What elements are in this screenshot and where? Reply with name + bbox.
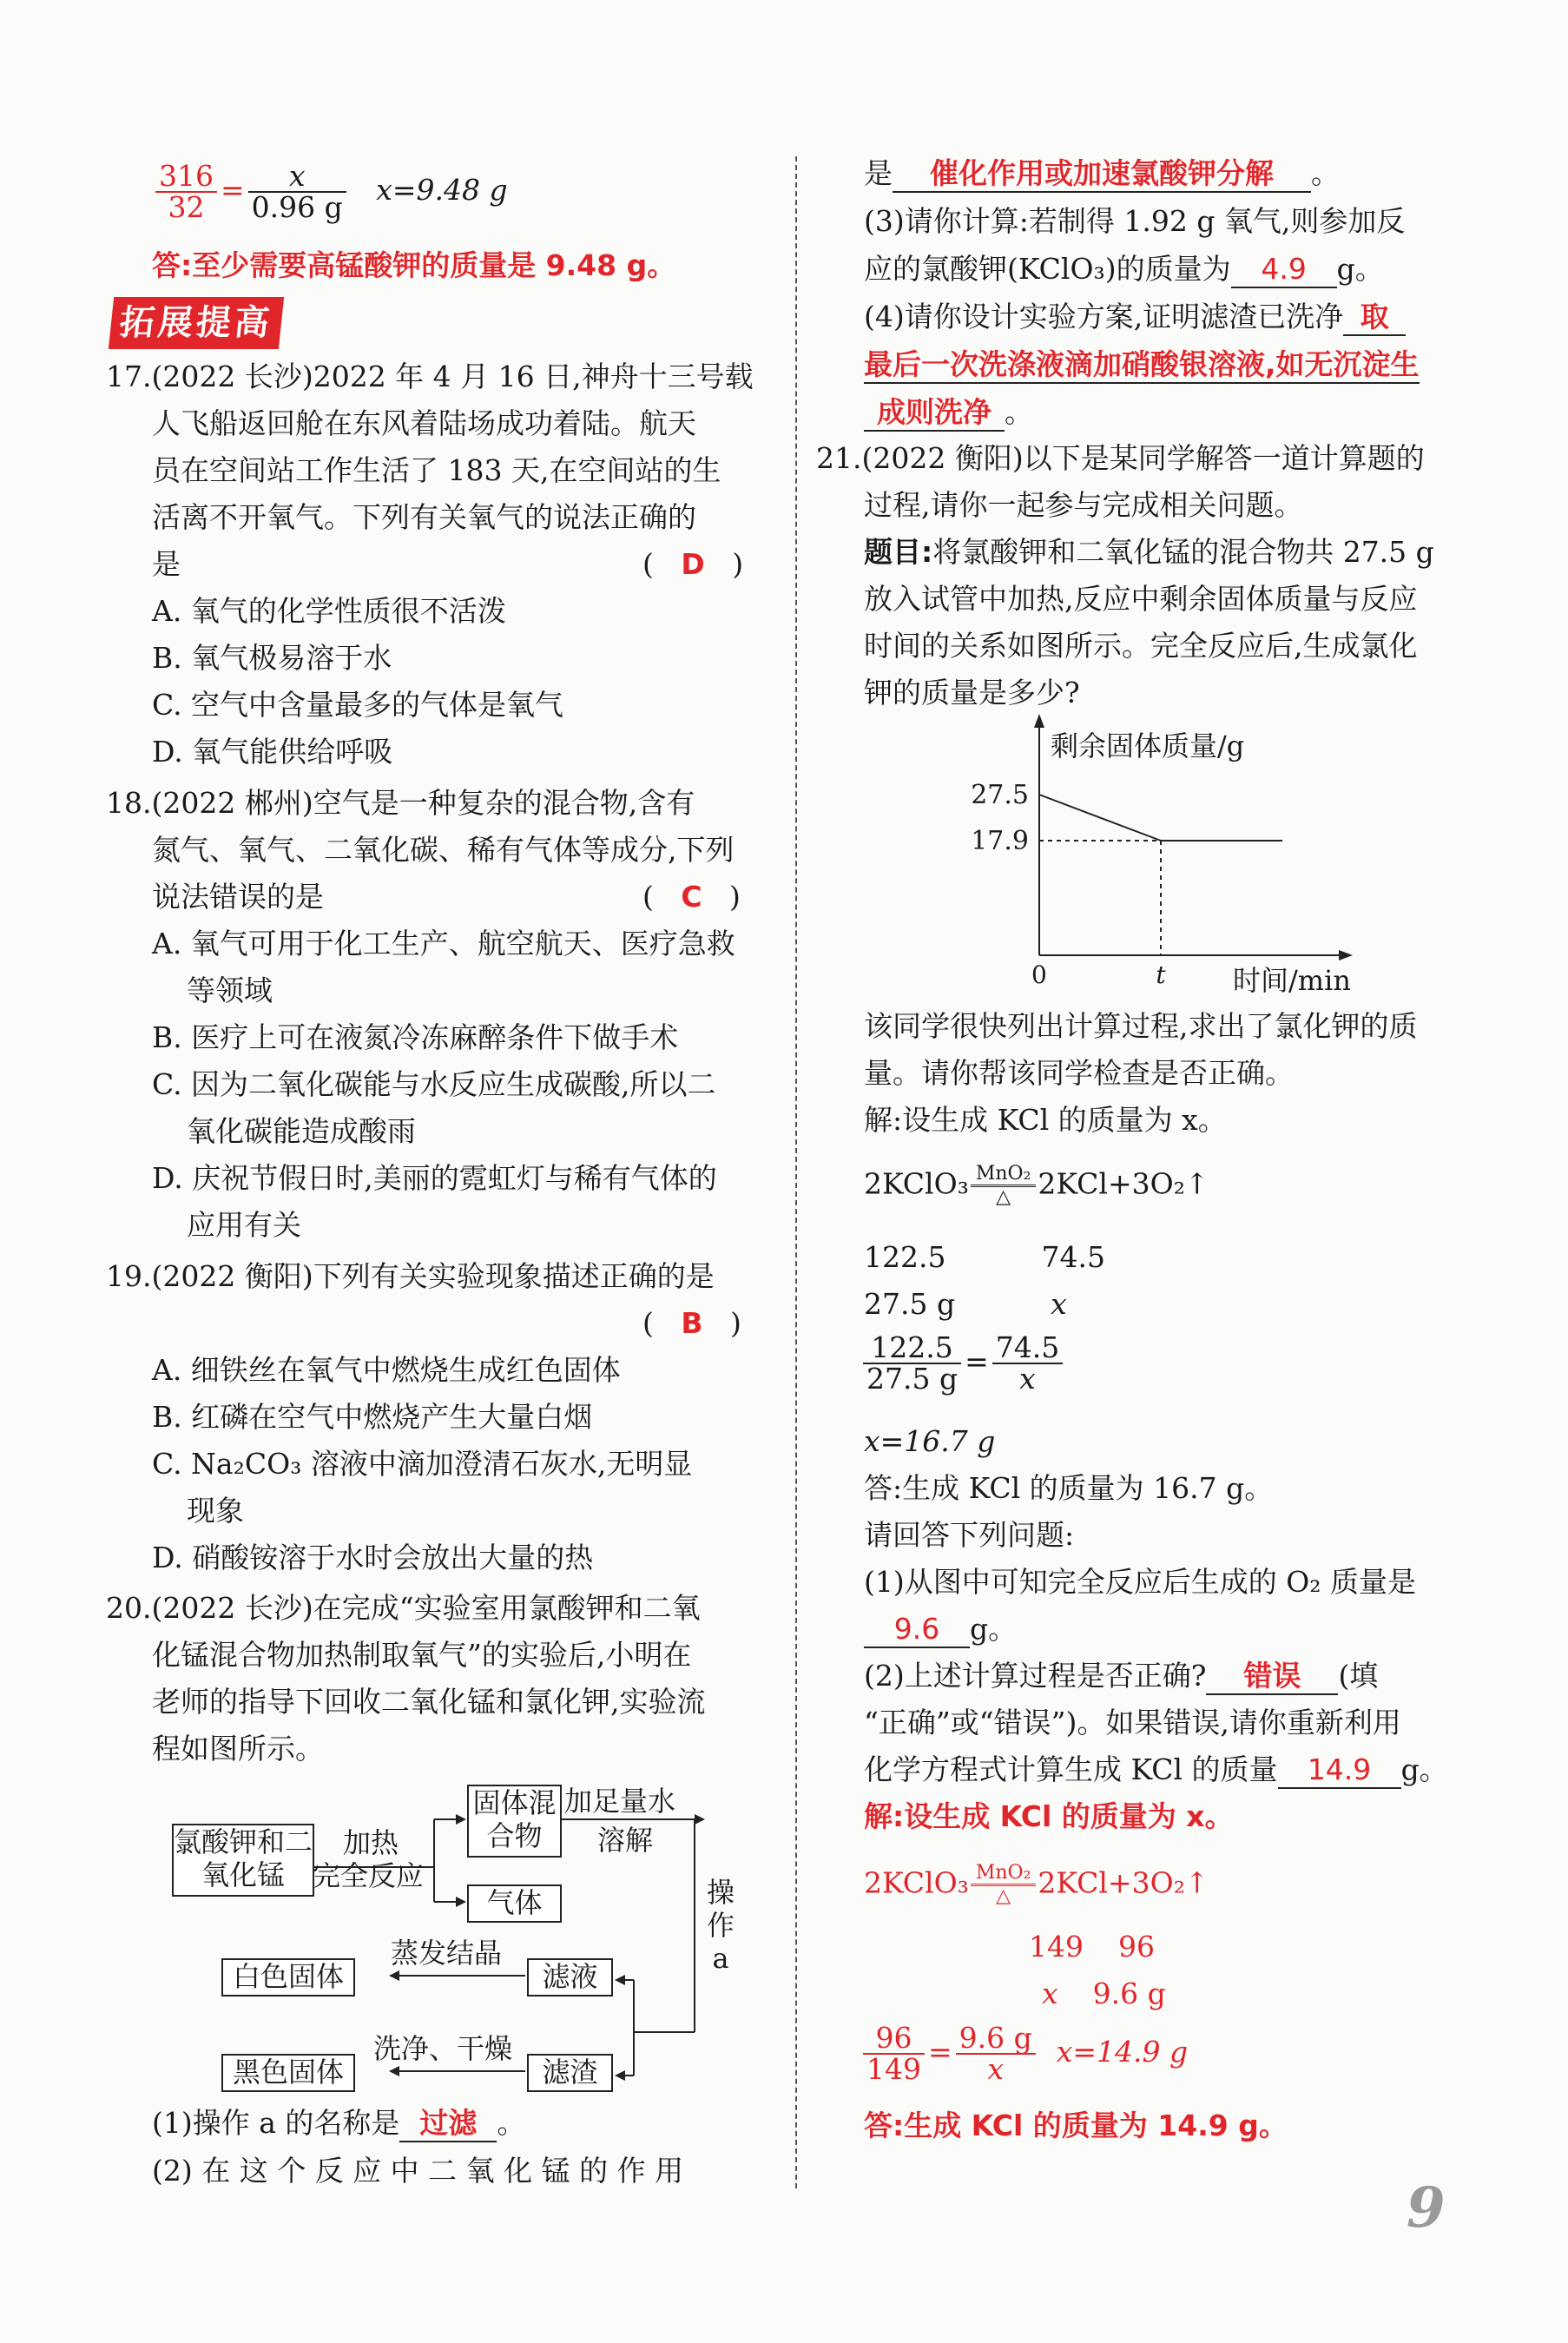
y-tick-label: 17.9 (971, 826, 1029, 856)
flow-residue-box: 滤渣 (527, 2054, 613, 2092)
q18-option: B. 医疗上可在液氮冷冻麻醉条件下做手术 (152, 1020, 679, 1054)
q21-equation: 2KClO₃ MnO₂ △ 2KCl+3O₂↑ (864, 1163, 1209, 1208)
q18-option: A. 氧气可用于化工生产、航空航天、医疗急救 (152, 927, 735, 960)
q21-answer-conclusion: 答:生成 KCl 的质量为 14.9 g。 (864, 2109, 1288, 2142)
q21-answer-proportion: $\frac{96}{149}$ = $\frac{9.6 g}{x}$ x=14.9 g (860, 2023, 1188, 2084)
q21-p2: (2)上述计算过程是否正确? 错误 (填 (864, 1659, 1378, 1695)
flow-heat-label-2: 完全反应 (313, 1859, 425, 1892)
y-axis-label: 剩余固体质量/g (1051, 729, 1245, 762)
q20-sub1-answer: 过滤 (399, 2106, 497, 2142)
flow-wash-label: 洗净、干燥 (373, 2032, 513, 2065)
x-axis-arrow (1339, 950, 1353, 960)
q20-sub1: (1)操作 a 的名称是 过滤 。 (152, 2106, 525, 2142)
top-fraction: $\frac{316}{32}$ (155, 162, 217, 222)
q21-after-chart: 量。请你帮该同学检查是否正确。 (864, 1056, 1294, 1090)
q20-sub4-answer-3: 成则洗净 (864, 395, 1005, 432)
q21-topic: 题目:将氯酸钾和二氧化锰的混合物共 27.5 g (864, 535, 1434, 569)
q19-stem: 19.(2022 衡阳)下列有关实验现象描述正确的是 (106, 1259, 715, 1293)
q20-sub3-answer: 4.9 (1231, 252, 1337, 288)
q18-answer-bracket: ( C ) (642, 880, 741, 914)
top-fraction-2: $\frac{x}{0.96 g}$ (248, 162, 346, 222)
q18-answer: C (681, 880, 702, 914)
q20-line: 20.(2022 长沙)在完成“实验室用氯酸钾和二氧 (106, 1591, 701, 1625)
y-axis-arrow (1034, 714, 1044, 728)
q21-answer-ratio: 149 96 (1029, 1930, 1155, 1964)
q20-line: 程如图所示。 (152, 1732, 324, 1766)
q20-sub3: (3)请你计算:若制得 1.92 g 氧气,则参加反 (864, 204, 1406, 238)
q18-option: 应用有关 (187, 1208, 301, 1242)
q17-option: D. 氧气能供给呼吸 (152, 735, 393, 769)
q17-line: 活离不开氧气。下列有关氧气的说法正确的 (152, 500, 696, 534)
q21-result: x=16.7 g (864, 1424, 996, 1458)
q18-option: C. 因为二氧化碳能与水反应生成碳酸,所以二 (152, 1067, 716, 1101)
flow-gas-box: 气体 (467, 1884, 562, 1923)
q18-option: 等领域 (187, 974, 273, 1007)
q20-sub3-cont: 应的氯酸钾(KClO₃)的质量为 4.9 g。 (864, 252, 1384, 288)
q18-line: 氮气、氧气、二氧化碳、稀有气体等成分,下列 (152, 833, 735, 867)
section-heading: 拓展提高 (109, 297, 284, 349)
q20-sub4-line3: 成则洗净 。 (864, 395, 1033, 432)
q21-answer-solution: 解:设生成 KCl 的质量为 x。 (864, 1799, 1234, 1833)
q21-after-chart: 该同学很快列出计算过程,求出了氯化钾的质 (864, 1009, 1418, 1043)
q20-sub2: (2) 在 这 个 反 应 中 二 氧 化 锰 的 作 用 (152, 2154, 684, 2188)
q17-line: 人飞船返回舱在东风着陆场成功着陆。航天 (152, 406, 696, 440)
q21-conclusion: 答:生成 KCl 的质量为 16.7 g。 (864, 1471, 1274, 1505)
q18-option: D. 庆祝节假日时,美丽的霓虹灯与稀有气体的 (152, 1161, 717, 1195)
equation-condition: MnO₂ △ (971, 1164, 1037, 1208)
top-answer: 答:至少需要高锰酸钾的质量是 9.48 g。 (152, 248, 676, 282)
q17-line: 是 (152, 547, 181, 581)
q17-option: B. 氧气极易溶于水 (152, 641, 392, 675)
q20-line: 老师的指导下回收二氧化锰和氯化钾,实验流 (152, 1685, 706, 1719)
q20-sub4: (4)请你设计实验方案,证明滤渣已洗净 取 (864, 300, 1406, 336)
q21-line: 过程,请你一起参与完成相关问题。 (864, 488, 1303, 522)
q17-answer-bracket: ( D ) (642, 547, 744, 581)
flow-dissolve-label: 溶解 (597, 1824, 654, 1857)
q19-option: A. 细铁丝在氧气中燃烧生成红色固体 (152, 1353, 621, 1387)
q19-answer: B (681, 1306, 703, 1340)
y-tick-label: 27.5 (971, 780, 1029, 810)
flow-solid-box: 固体混合物 (467, 1785, 562, 1858)
flow-start-box: 氯酸钾和二氧化锰 (172, 1824, 314, 1897)
q19-option: 现象 (187, 1494, 244, 1528)
q18-line: 18.(2022 郴州)空气是一种复杂的混合物,含有 (106, 786, 695, 820)
q21-answer-mass: x 9.6 g (1042, 1977, 1166, 2010)
q21-ratio: 122.5 74.5 (864, 1240, 1105, 1274)
series-segment (1039, 795, 1161, 841)
q21-p2-line3: 化学方程式计算生成 KCl 的质量 14.9 g。 (864, 1752, 1448, 1789)
q21-p2-line3-answer: 14.9 (1278, 1752, 1401, 1789)
q21-p2-line2: “正确”或“错误”)。如果错误,请你重新利用 (864, 1706, 1401, 1739)
flow-filtrate-box: 滤液 (527, 1958, 613, 1996)
q17-option: C. 空气中含量最多的气体是氧气 (152, 688, 564, 722)
q18-option: 氧化碳能造成酸雨 (187, 1114, 416, 1148)
q21-p1-answer: 9.6 (864, 1612, 970, 1648)
q20-line: 化锰混合物加热制取氧气”的实验后,小明在 (152, 1638, 692, 1672)
q17-answer: D (681, 547, 705, 581)
q21-topic-line: 放入试管中加热,反应中剩余固体质量与反应 (864, 582, 1418, 616)
q20-sub2-cont: 是 催化作用或加速氯酸钾分解 。 (864, 156, 1340, 193)
x-axis-label: 时间/min (1233, 964, 1351, 997)
q21-proportion: $\frac{122.5}{27.5 g}$ = $\frac{74.5}{x}$ (860, 1333, 1066, 1394)
q19-option: B. 红磷在空气中燃烧产生大量白烟 (152, 1400, 593, 1434)
flow-evap-label: 蒸发结晶 (391, 1937, 503, 1970)
q21-topic-line: 钾的质量是多少? (864, 676, 1080, 710)
q17-line: 17.(2022 长沙)2022 年 4 月 16 日,神舟十三号载 (106, 360, 754, 393)
q21-p1-answer-line: 9.6 g。 (864, 1612, 1017, 1648)
q20-sub4-answer-2: 最后一次洗涤液滴加硝酸银溶液,如无沉淀生 (864, 347, 1420, 384)
q21-topic-line: 时间的关系如图所示。完全反应后,生成氯化 (864, 629, 1418, 663)
flow-black-solid-box: 黑色固体 (221, 2054, 355, 2092)
q21-p1: (1)从图中可知完全反应后生成的 O₂ 质量是 (864, 1565, 1417, 1599)
top-calc: $\frac{316}{32}$ = $\frac{x}{0.96 g}$ x=9.48 g (152, 162, 508, 222)
flow-op-label: 操作a (706, 1876, 735, 1975)
q20-sub4-answer-1: 取 (1343, 300, 1406, 336)
q19-option: C. Na₂CO₃ 溶液中滴加澄清石灰水,无明显 (152, 1447, 693, 1481)
q17-line: 员在空间站工作生活了 183 天,在空间站的生 (152, 453, 721, 487)
answer-equation-condition: MnO₂ △ (971, 1863, 1037, 1907)
q21-p2-answer: 错误 (1206, 1659, 1338, 1695)
q21-line: 21.(2022 衡阳)以下是某同学解答一道计算题的 (816, 441, 1425, 475)
flow-heat-label: 加热 (343, 1826, 399, 1859)
flow-white-solid-box: 白色固体 (221, 1958, 355, 1996)
x-tick-label: t (1156, 960, 1166, 989)
page-number: 9 (1407, 2175, 1446, 2241)
q20-sub2-answer: 催化作用或加速氯酸钾分解 (893, 156, 1311, 193)
q18-line: 说法错误的是 (152, 880, 324, 914)
q17-option: A. 氧气的化学性质很不活泼 (152, 594, 506, 628)
q19-option: D. 硝酸铵溶于水时会放出大量的热 (152, 1541, 594, 1574)
q21-solution: 解:设生成 KCl 的质量为 x。 (864, 1103, 1227, 1137)
q21-mass: 27.5 g x (864, 1287, 1067, 1321)
q19-answer-bracket: ( B ) (642, 1306, 741, 1340)
origin-label: 0 (1031, 960, 1047, 989)
flow-water-label: 加足量水 (564, 1785, 676, 1818)
q21-answer-equation: 2KClO₃ MnO₂ △ 2KCl+3O₂↑ (864, 1862, 1209, 1907)
q21-ask: 请回答下列问题: (864, 1518, 1075, 1552)
